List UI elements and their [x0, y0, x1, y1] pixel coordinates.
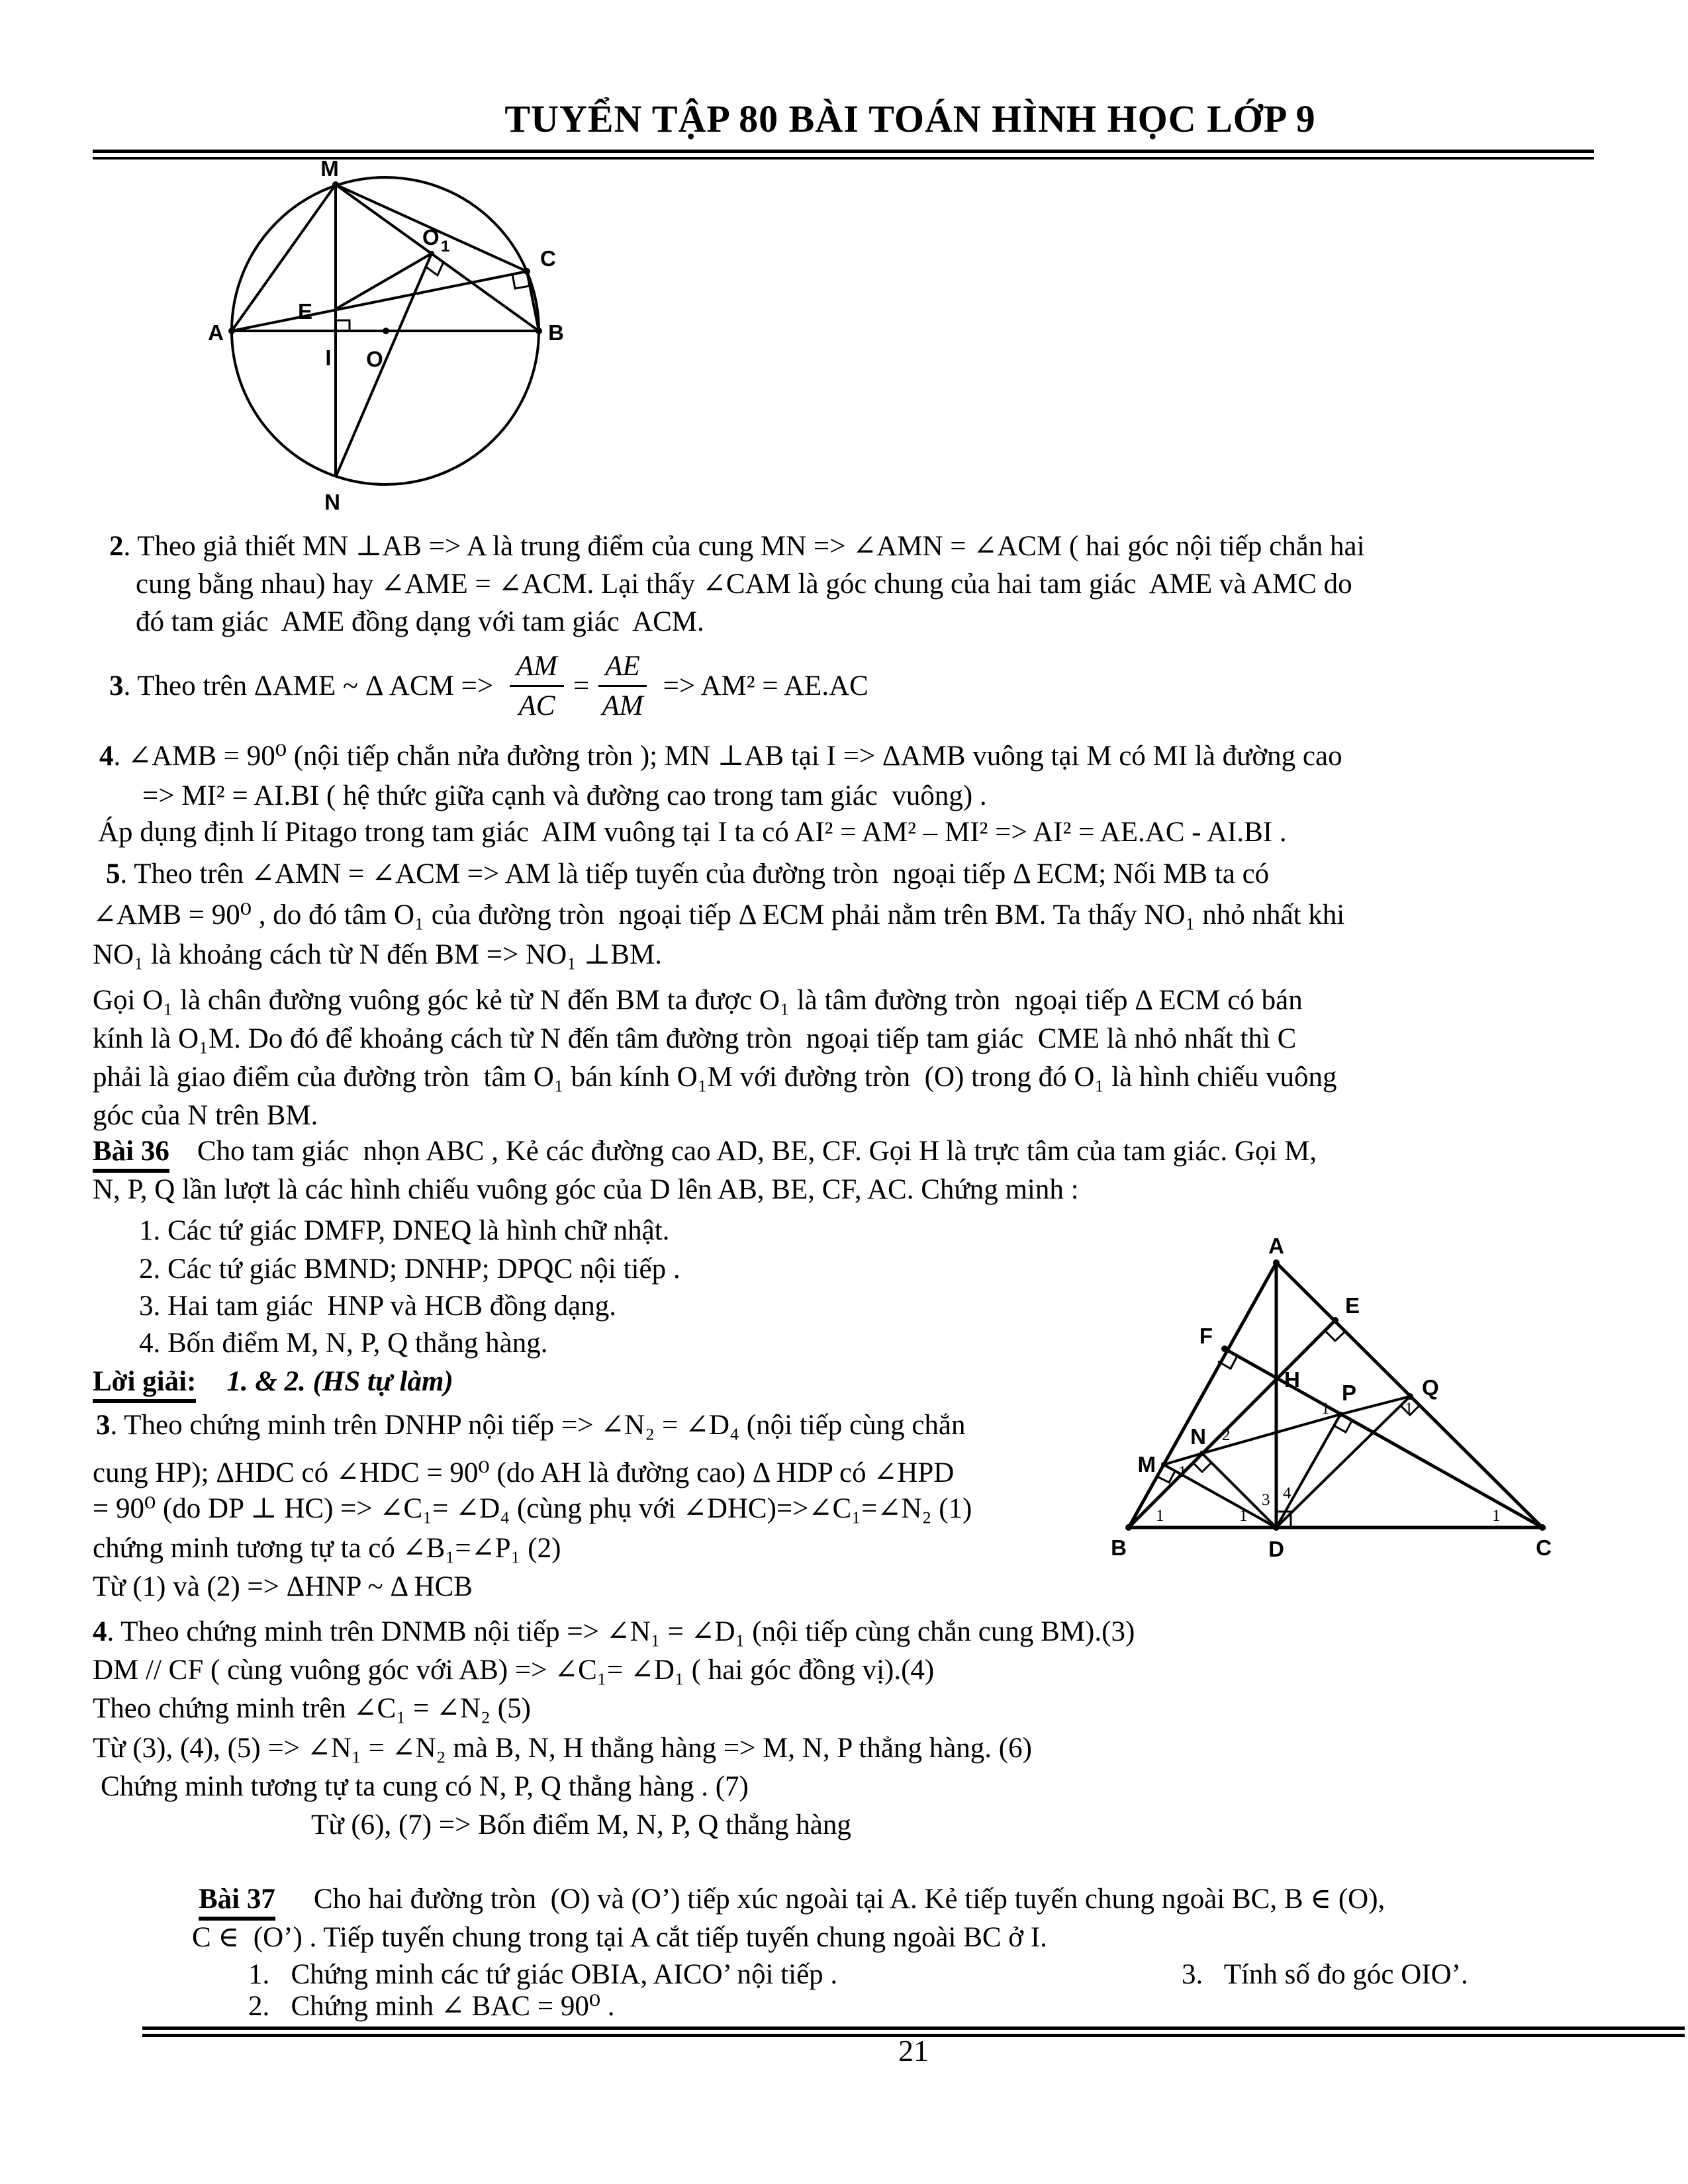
sec3-line5: Từ (1) và (2) => ΔHNP ~ Δ HCB: [93, 1571, 473, 1602]
fraction-AM-AC: [510, 650, 564, 722]
point-O1: [429, 251, 434, 256]
point-F: [1221, 1345, 1228, 1352]
label-Q: Q: [1422, 1375, 1439, 1400]
para6-line2: kính là O₁M. Do đó để khoảng cách từ N đến tâm đường tròn ngoại tiếp tam giác CME là nhỏ nhất thì C: [93, 1023, 1297, 1054]
label-B: B: [548, 320, 564, 345]
problem36-item2: 2. Các tứ giác BMND; DNHP; DPQC nội tiếp .: [139, 1253, 680, 1285]
label-H: H: [1284, 1367, 1300, 1392]
segment-MB: [336, 185, 539, 331]
sec3-line2: cung HP); ΔHDC có ∠HDC = 90⁰ (do AH là đường cao) Δ HDP có ∠HPD: [93, 1457, 955, 1488]
para2-line1: [109, 529, 1365, 564]
sec4-line3: Theo chứng minh trên ∠C₁ = ∠N₂ (5): [93, 1693, 531, 1724]
problem37-label: Bài 37: [199, 1884, 275, 1921]
angle-label-P1: 1: [1321, 1400, 1330, 1418]
label-M: M: [1137, 1452, 1156, 1477]
para6-line4: góc của N trên BM.: [93, 1100, 318, 1131]
angle-label-N2: 2: [1222, 1426, 1231, 1444]
point-C: [524, 268, 530, 275]
solution-heading-line: [93, 1365, 453, 1399]
right-angle-mark-E: [1325, 1331, 1346, 1341]
para5-line3: NO₁ là khoảng cách từ N đến BM => NO₁ ⊥BM.: [93, 939, 662, 970]
problem36-item4: 4. Bốn điểm M, N, P, Q thẳng hàng.: [139, 1328, 548, 1359]
para6-line1: Gọi O₁ là chân đường vuông góc kẻ từ N đến BM ta được O₁ là tâm đường tròn ngoại tiếp Δ ECM có bán: [93, 985, 1303, 1016]
sec4-line5: Chứng minh tương tự ta cung có N, P, Q thẳng hàng . (7): [101, 1771, 749, 1802]
sec4-line2: DM // CF ( cùng vuông góc với AB) => ∠C₁= ∠D₁ ( hai góc đồng vị).(4): [93, 1655, 935, 1686]
sec4-line6: Từ (6), (7) => Bốn điểm M, N, P, Q thẳng hàng: [311, 1809, 851, 1841]
label-O1: O: [422, 225, 440, 250]
para3-number: 3: [109, 670, 124, 702]
angle-label-C1: 1: [1492, 1507, 1501, 1525]
para2-number: 2: [109, 531, 124, 562]
para5-number: 5: [106, 858, 120, 889]
problem36-label: Bài 36: [93, 1136, 169, 1173]
point-C: [1539, 1524, 1546, 1531]
label-D: D: [1268, 1537, 1284, 1561]
sec4-line4: Từ (3), (4), (5) => ∠N₁ = ∠N₂ mà B, N, H thẳng hàng => M, N, P thẳng hàng. (6): [93, 1733, 1032, 1764]
angle-label-baseline1: 1: [1239, 1507, 1248, 1525]
solution-note: 1. & 2. (HS tự làm): [226, 1366, 453, 1397]
right-angle-mark-I: [336, 320, 350, 331]
angle-label-M1: 1: [1178, 1463, 1187, 1481]
altitude-CF: [1225, 1349, 1542, 1527]
para3-prefix: . Theo trên ΔAME ~ Δ ACM =>: [123, 670, 500, 702]
label-N: N: [1190, 1424, 1206, 1449]
label-C: C: [1536, 1535, 1552, 1560]
segment-DP: [1276, 1414, 1340, 1527]
label-N: N: [324, 490, 340, 514]
label-A: A: [208, 320, 224, 345]
para5-line1-text: . Theo trên ∠AMN = ∠ACM => AM là tiếp tuyến của đường tròn ngoại tiếp Δ ECM; Nối MB ta có: [120, 858, 1270, 889]
point-M: [332, 181, 339, 188]
para3-suffix: => AM² = AE.AC: [655, 670, 868, 702]
problem36-item1: 1. Các tứ giác DMFP, DNEQ là hình chữ nhật.: [139, 1215, 670, 1246]
label-O1-sub: 1: [441, 238, 450, 255]
point-D: [1273, 1524, 1280, 1531]
label-A: A: [1268, 1238, 1284, 1258]
problem36-intro1-text: Cho tam giác nhọn ABC , Kẻ các đường cao AD, BE, CF. Gọi H là trực tâm của tam giác. Gọi M,: [197, 1136, 1317, 1167]
segment-AC: [232, 271, 527, 331]
sec4-number: 4: [93, 1616, 107, 1647]
fraction-AE-AM: [598, 650, 647, 722]
problem37-item2: 2. Chứng minh ∠ BAC = 90⁰ .: [248, 1991, 615, 2022]
problem36-item3: 3. Hai tam giác HNP và HCB đồng dạng.: [139, 1291, 616, 1322]
sec3-line3: = 90⁰ (do DP ⊥ HC) => ∠C₁= ∠D₄ (cùng phụ với ∠DHC)=>∠C₁=∠N₂ (1): [93, 1493, 972, 1524]
point-B: [1125, 1524, 1132, 1531]
sec4-line1: [93, 1615, 1135, 1649]
para2-line2: cung bằng nhau) hay ∠AME = ∠ACM. Lại thấy ∠CAM là góc chung của hai tam giác AME và AMC do: [136, 569, 1352, 600]
para2-line1-text: . Theo giả thiết MN ⊥AB => A là trung điểm của cung MN => ∠AMN = ∠ACM ( hai góc nội tiếp chắn hai: [123, 531, 1365, 562]
angle-label-D3: 3: [1262, 1491, 1270, 1509]
page-number: 21: [898, 2034, 929, 2068]
fraction1-denominator: AC: [518, 690, 555, 721]
sec3-line1: [96, 1408, 966, 1443]
para4-number: 4: [99, 741, 114, 772]
para4-line1: [99, 739, 1342, 774]
equals-sign: =: [573, 670, 590, 702]
angle-label-D4: 4: [1283, 1484, 1291, 1502]
label-P: P: [1341, 1381, 1357, 1405]
sec3-line1-text: . Theo chứng minh trên DNHP nội tiếp => ∠N₂ = ∠D₄ (nội tiếp cùng chắn: [110, 1410, 966, 1441]
para4-line2: => MI² = AI.BI ( hệ thức giữa cạnh và đường cao trong tam giác vuông) .: [142, 780, 987, 811]
right-angle-mark-N: [1193, 1463, 1211, 1472]
fraction2-numerator: AE: [598, 650, 647, 687]
problem37-intro1-text: Cho hai đường tròn (O) và (O’) tiếp xúc ngoài tại A. Kẻ tiếp tuyến chung ngoài BC, B ∈ (O),: [313, 1884, 1385, 1915]
para2-line3: đó tam giác AME đồng dạng với tam giác ACM.: [136, 606, 704, 637]
label-E: E: [298, 299, 313, 324]
label-O: O: [366, 347, 383, 371]
para4-line3: Áp dụng định lí Pitago trong tam giác AIM vuông tại I ta có AI² = AM² – MI² => AI² = AE.AC - AI.BI .: [98, 817, 1287, 848]
label-E: E: [1345, 1293, 1360, 1318]
page-title: TUYỂN TẬP 80 BÀI TOÁN HÌNH HỌC LỚP 9: [504, 97, 1316, 140]
sec3-line4: chứng minh tương tự ta có ∠B₁=∠P₁ (2): [93, 1533, 561, 1564]
label-F: F: [1199, 1324, 1213, 1348]
problem37-intro-line2: C ∈ (O’) . Tiếp tuyến chung trong tại A cắt tiếp tuyến chung ngoài BC ở I.: [192, 1922, 1047, 1953]
solution-label: Lời giải:: [93, 1366, 196, 1403]
triangle-figure: [1099, 1238, 1562, 1562]
point-A: [228, 328, 235, 334]
point-Q: [1407, 1393, 1413, 1400]
point-E: [1332, 1317, 1338, 1324]
para4-line1-text: . ∠AMB = 90⁰ (nội tiếp chắn nửa đường tròn ); MN ⊥AB tại I => ΔAMB vuông tại M có MI là đường cao: [113, 741, 1342, 772]
segment-NO1: [336, 253, 432, 477]
problem37-item3: 3. Tính số đo góc OIO’.: [1182, 1959, 1468, 1990]
point-M: [1161, 1462, 1166, 1467]
label-B: B: [1111, 1535, 1127, 1560]
fraction1-numerator: AM: [510, 650, 564, 687]
angle-label-Q1: 1: [1405, 1400, 1413, 1418]
fraction2-denominator: AM: [602, 690, 643, 721]
problem36-intro-line2: N, P, Q lần lượt là các hình chiếu vuông góc của D lên AB, BE, CF, AC. Chứng minh :: [93, 1174, 1079, 1205]
point-O: [383, 328, 389, 334]
para5-line2: ∠AMB = 90⁰ , do đó tâm O₁ của đường tròn ngoại tiếp Δ ECM phải nằm trên BM. Ta thấy NO₁ nhỏ nhất khi: [93, 899, 1345, 931]
point-B: [536, 328, 542, 334]
para3-equation-line: [109, 650, 868, 722]
label-M: M: [320, 156, 339, 181]
right-angle-mark-F: [1218, 1356, 1237, 1369]
problem37-intro-line1: [199, 1882, 1385, 1917]
sec4-line1-text: . Theo chứng minh trên DNMB nội tiếp => ∠N₁ = ∠D₁ (nội tiếp cùng chắn cung BM).(3): [107, 1616, 1135, 1647]
point-N: [1199, 1451, 1205, 1456]
para5-line1: [106, 857, 1269, 891]
segment-MA: [232, 185, 336, 331]
point-P: [1338, 1412, 1343, 1417]
angle-label-B1: 1: [1156, 1507, 1164, 1525]
label-I: I: [325, 345, 332, 370]
para6-line3: phải là giao điểm của đường tròn tâm O₁ bán kính O₁M với đường tròn (O) trong đó O₁ là hình chiếu vuông: [93, 1062, 1337, 1093]
point-A: [1273, 1259, 1280, 1266]
sec3-number: 3: [96, 1410, 111, 1441]
triangle-ABC: [1129, 1263, 1542, 1527]
problem36-intro-line1: [93, 1134, 1317, 1169]
problem37-item1: 1. Chứng minh các tứ giác OBIA, AICO’ nội tiếp .: [248, 1959, 838, 1990]
circle-figure: [199, 152, 569, 523]
label-C: C: [540, 246, 556, 271]
